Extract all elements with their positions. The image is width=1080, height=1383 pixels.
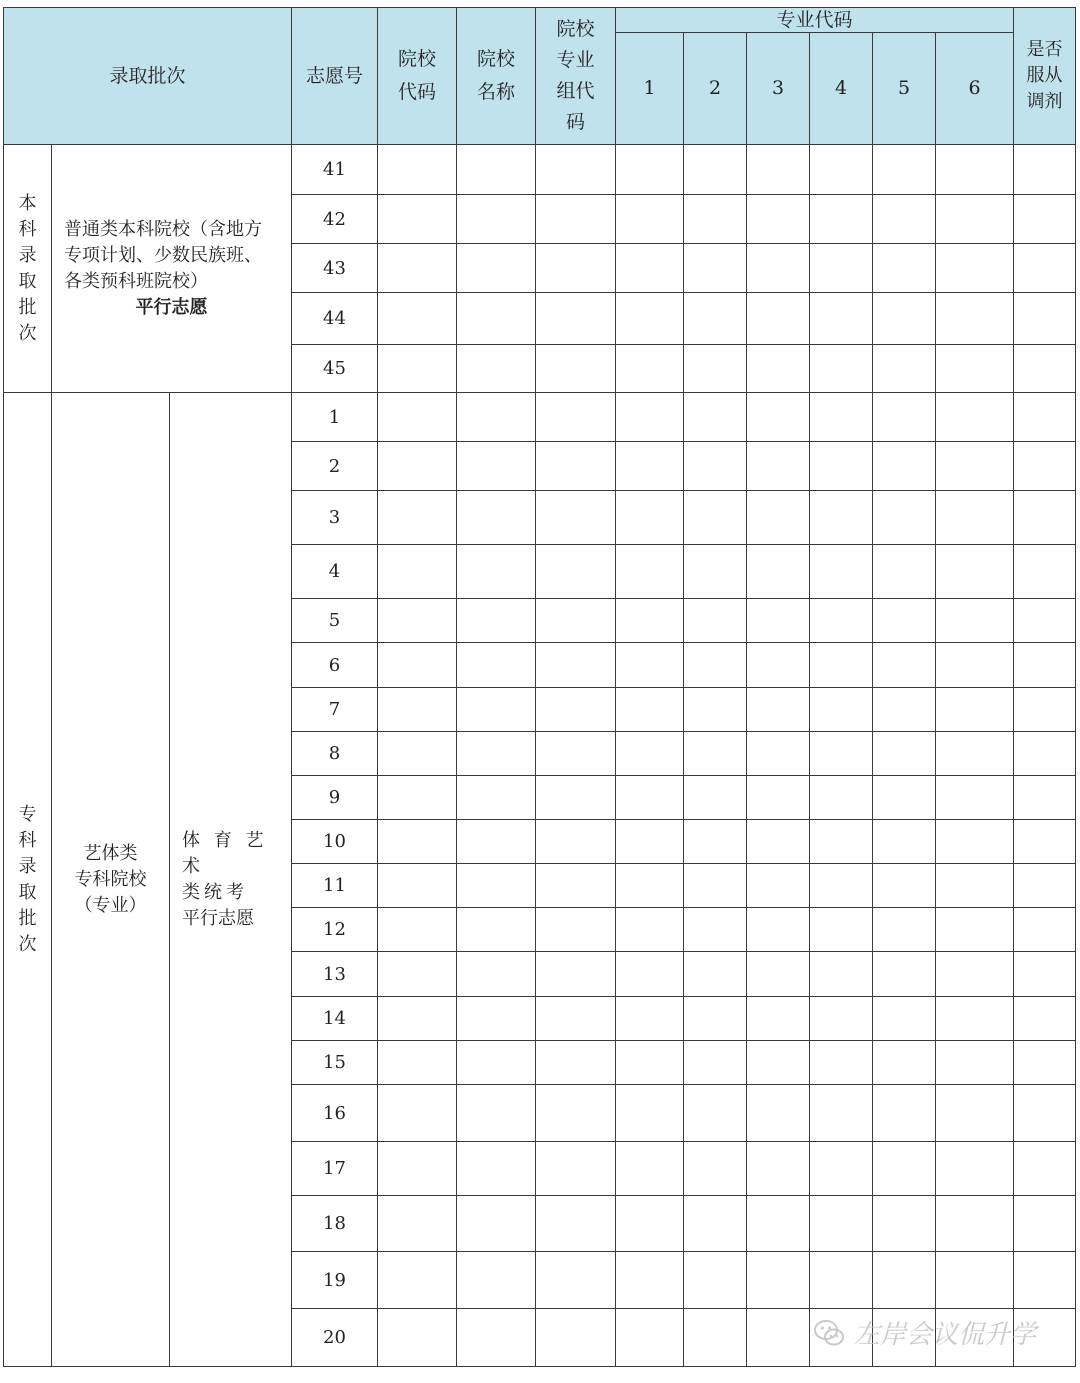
major-cell-6[interactable]	[936, 442, 1014, 491]
header-adjust: 是否 服从 调剂	[1014, 8, 1076, 145]
header-major-1: 1	[616, 33, 684, 145]
wish-number: 42	[292, 195, 378, 244]
major-cell-6[interactable]	[936, 1142, 1014, 1196]
wish-number: 6	[292, 643, 378, 688]
adjust-cell[interactable]	[1014, 643, 1076, 688]
school-name-cell[interactable]	[457, 1041, 536, 1085]
major-cell-1[interactable]	[616, 864, 684, 908]
major-group-cell[interactable]	[536, 1196, 616, 1252]
major-cell-6[interactable]	[936, 345, 1014, 393]
wish-number: 1	[292, 393, 378, 442]
wish-number: 9	[292, 776, 378, 820]
major-cell-3[interactable]	[747, 599, 810, 643]
school-name-cell[interactable]	[457, 345, 536, 393]
major-cell-3[interactable]	[747, 442, 810, 491]
wish-number: 2	[292, 442, 378, 491]
major-cell-4[interactable]	[810, 244, 873, 293]
major-cell-4[interactable]	[810, 195, 873, 244]
junior-section	[4, 393, 1076, 1367]
major-cell-5[interactable]	[873, 393, 936, 442]
wechat-icon	[812, 1316, 846, 1350]
major-cell-2[interactable]	[684, 1142, 747, 1196]
major-cell-3[interactable]	[747, 345, 810, 393]
wish-number: 15	[292, 1041, 378, 1085]
major-cell-6[interactable]	[936, 1196, 1014, 1252]
wish-number: 5	[292, 599, 378, 643]
major-group-cell[interactable]	[536, 643, 616, 688]
school-name-cell[interactable]	[457, 145, 536, 195]
school-name-cell[interactable]	[457, 1142, 536, 1196]
adjust-cell[interactable]	[1014, 195, 1076, 244]
major-cell-1[interactable]	[616, 908, 684, 952]
adjust-cell[interactable]	[1014, 908, 1076, 952]
major-cell-2[interactable]	[684, 345, 747, 393]
school-code-cell[interactable]	[378, 1309, 457, 1367]
school-name-cell[interactable]	[457, 908, 536, 952]
major-cell-3[interactable]	[747, 643, 810, 688]
major-cell-1[interactable]	[616, 1041, 684, 1085]
major-group-cell[interactable]	[536, 1142, 616, 1196]
major-group-cell[interactable]	[536, 145, 616, 195]
major-cell-6[interactable]	[936, 952, 1014, 997]
table-row	[4, 393, 1076, 442]
major-cell-5[interactable]	[873, 345, 936, 393]
major-cell-6[interactable]	[936, 293, 1014, 345]
major-cell-5[interactable]	[873, 442, 936, 491]
wish-number: 13	[292, 952, 378, 997]
major-cell-6[interactable]	[936, 820, 1014, 864]
adjust-cell[interactable]	[1014, 491, 1076, 545]
major-group-cell[interactable]	[536, 1309, 616, 1367]
junior-category: 艺体类 专科院校 （专业）	[52, 393, 170, 1367]
header-major-5: 5	[873, 33, 936, 145]
major-cell-2[interactable]	[684, 545, 747, 599]
school-name-cell[interactable]	[457, 195, 536, 244]
school-code-cell[interactable]	[378, 491, 457, 545]
major-cell-3[interactable]	[747, 952, 810, 997]
major-cell-3[interactable]	[747, 732, 810, 776]
major-cell-6[interactable]	[936, 732, 1014, 776]
school-name-cell[interactable]	[457, 442, 536, 491]
major-cell-4[interactable]	[810, 643, 873, 688]
major-cell-1[interactable]	[616, 345, 684, 393]
school-code-cell[interactable]	[378, 732, 457, 776]
adjust-cell[interactable]	[1014, 864, 1076, 908]
major-cell-3[interactable]	[747, 820, 810, 864]
major-cell-5[interactable]	[873, 1196, 936, 1252]
school-name-cell[interactable]	[457, 820, 536, 864]
major-cell-1[interactable]	[616, 442, 684, 491]
major-cell-1[interactable]	[616, 732, 684, 776]
major-cell-5[interactable]	[873, 776, 936, 820]
school-code-cell[interactable]	[378, 776, 457, 820]
school-code-cell[interactable]	[378, 1041, 457, 1085]
major-cell-2[interactable]	[684, 908, 747, 952]
school-code-cell[interactable]	[378, 1196, 457, 1252]
wish-number: 41	[292, 145, 378, 195]
major-cell-5[interactable]	[873, 145, 936, 195]
major-cell-5[interactable]	[873, 491, 936, 545]
major-cell-5[interactable]	[873, 952, 936, 997]
major-cell-3[interactable]	[747, 145, 810, 195]
wish-number: 44	[292, 293, 378, 345]
major-cell-6[interactable]	[936, 244, 1014, 293]
major-cell-4[interactable]	[810, 442, 873, 491]
major-cell-3[interactable]	[747, 1196, 810, 1252]
wish-number: 7	[292, 688, 378, 732]
school-code-cell[interactable]	[378, 145, 457, 195]
school-code-cell[interactable]	[378, 1252, 457, 1309]
major-cell-4[interactable]	[810, 864, 873, 908]
major-cell-6[interactable]	[936, 643, 1014, 688]
major-group-cell[interactable]	[536, 293, 616, 345]
watermark	[812, 1314, 1036, 1351]
major-cell-5[interactable]	[873, 908, 936, 952]
wish-number: 10	[292, 820, 378, 864]
major-cell-5[interactable]	[873, 820, 936, 864]
major-cell-5[interactable]	[873, 599, 936, 643]
adjust-cell[interactable]	[1014, 688, 1076, 732]
undergrad-section	[4, 145, 1076, 393]
major-cell-4[interactable]	[810, 1252, 873, 1309]
school-code-cell[interactable]	[378, 442, 457, 491]
major-cell-6[interactable]	[936, 1085, 1014, 1142]
major-cell-6[interactable]	[936, 997, 1014, 1041]
school-code-cell[interactable]	[378, 293, 457, 345]
major-cell-1[interactable]	[616, 776, 684, 820]
major-cell-5[interactable]	[873, 643, 936, 688]
major-cell-2[interactable]	[684, 1309, 747, 1367]
wish-number: 3	[292, 491, 378, 545]
major-cell-4[interactable]	[810, 1142, 873, 1196]
header-school-name: 院校 名称	[457, 8, 536, 145]
wish-number: 14	[292, 997, 378, 1041]
adjust-cell[interactable]	[1014, 776, 1076, 820]
major-cell-2[interactable]	[684, 864, 747, 908]
adjust-cell[interactable]	[1014, 1085, 1076, 1142]
major-group-cell[interactable]	[536, 442, 616, 491]
major-group-cell[interactable]	[536, 732, 616, 776]
junior-exam-type: 体 育 艺 术 类统考 平行志愿	[170, 393, 292, 1367]
major-group-cell[interactable]	[536, 1252, 616, 1309]
major-cell-2[interactable]	[684, 293, 747, 345]
major-cell-1[interactable]	[616, 820, 684, 864]
major-cell-5[interactable]	[873, 688, 936, 732]
major-cell-6[interactable]	[936, 776, 1014, 820]
major-cell-2[interactable]	[684, 1252, 747, 1309]
header-major-3: 3	[747, 33, 810, 145]
wish-number: 12	[292, 908, 378, 952]
major-cell-4[interactable]	[810, 952, 873, 997]
school-name-cell[interactable]	[457, 997, 536, 1041]
wish-number: 17	[292, 1142, 378, 1196]
major-cell-3[interactable]	[747, 1142, 810, 1196]
school-code-cell[interactable]	[378, 908, 457, 952]
major-cell-3[interactable]	[747, 997, 810, 1041]
wish-number: 45	[292, 345, 378, 393]
major-group-cell[interactable]	[536, 244, 616, 293]
watermark-text: 左岸会议侃升学	[854, 1320, 1037, 1350]
major-cell-1[interactable]	[616, 643, 684, 688]
school-code-cell[interactable]	[378, 393, 457, 442]
major-cell-3[interactable]	[747, 393, 810, 442]
major-cell-5[interactable]	[873, 244, 936, 293]
junior-parallel-label: 平行志愿	[182, 907, 254, 929]
major-cell-3[interactable]	[747, 491, 810, 545]
major-cell-1[interactable]	[616, 145, 684, 195]
major-group-cell[interactable]	[536, 1085, 616, 1142]
major-cell-4[interactable]	[810, 145, 873, 195]
major-group-cell[interactable]	[536, 491, 616, 545]
major-group-cell[interactable]	[536, 952, 616, 997]
major-cell-2[interactable]	[684, 1041, 747, 1085]
major-cell-6[interactable]	[936, 1041, 1014, 1085]
school-code-cell[interactable]	[378, 345, 457, 393]
school-name-cell[interactable]	[457, 776, 536, 820]
major-cell-6[interactable]	[936, 864, 1014, 908]
major-cell-2[interactable]	[684, 195, 747, 244]
major-group-cell[interactable]	[536, 345, 616, 393]
adjust-cell[interactable]	[1014, 952, 1076, 997]
major-cell-1[interactable]	[616, 1142, 684, 1196]
school-code-cell[interactable]	[378, 1085, 457, 1142]
major-cell-1[interactable]	[616, 393, 684, 442]
major-cell-1[interactable]	[616, 688, 684, 732]
major-cell-6[interactable]	[936, 145, 1014, 195]
adjust-cell[interactable]	[1014, 1142, 1076, 1196]
major-cell-2[interactable]	[684, 952, 747, 997]
major-cell-5[interactable]	[873, 864, 936, 908]
volunteer-form-table	[3, 7, 1076, 1367]
major-cell-2[interactable]	[684, 244, 747, 293]
major-cell-3[interactable]	[747, 776, 810, 820]
undergrad-batch-label: 本 科 录 取 批 次	[4, 145, 52, 393]
major-cell-6[interactable]	[936, 599, 1014, 643]
major-group-cell[interactable]	[536, 776, 616, 820]
wish-number: 8	[292, 732, 378, 776]
major-cell-3[interactable]	[747, 545, 810, 599]
major-cell-4[interactable]	[810, 1196, 873, 1252]
major-cell-1[interactable]	[616, 293, 684, 345]
school-name-cell[interactable]	[457, 952, 536, 997]
adjust-cell[interactable]	[1014, 599, 1076, 643]
major-cell-5[interactable]	[873, 293, 936, 345]
adjust-cell[interactable]	[1014, 145, 1076, 195]
adjust-cell[interactable]	[1014, 820, 1076, 864]
major-cell-3[interactable]	[747, 1041, 810, 1085]
header-batch: 录取批次	[4, 8, 292, 145]
major-cell-5[interactable]	[873, 1142, 936, 1196]
major-cell-1[interactable]	[616, 545, 684, 599]
major-cell-1[interactable]	[616, 1085, 684, 1142]
wish-number: 16	[292, 1085, 378, 1142]
major-cell-1[interactable]	[616, 1309, 684, 1367]
adjust-cell[interactable]	[1014, 393, 1076, 442]
adjust-cell[interactable]	[1014, 1041, 1076, 1085]
school-name-cell[interactable]	[457, 643, 536, 688]
school-name-cell[interactable]	[457, 491, 536, 545]
major-cell-1[interactable]	[616, 1196, 684, 1252]
major-cell-6[interactable]	[936, 908, 1014, 952]
wish-number: 19	[292, 1252, 378, 1309]
major-cell-2[interactable]	[684, 732, 747, 776]
major-cell-4[interactable]	[810, 599, 873, 643]
major-cell-4[interactable]	[810, 908, 873, 952]
major-cell-2[interactable]	[684, 643, 747, 688]
major-group-cell[interactable]	[536, 908, 616, 952]
school-name-cell[interactable]	[457, 688, 536, 732]
major-cell-3[interactable]	[747, 1309, 810, 1367]
header-major-6: 6	[936, 33, 1014, 145]
major-cell-3[interactable]	[747, 1085, 810, 1142]
major-cell-4[interactable]	[810, 776, 873, 820]
major-cell-1[interactable]	[616, 491, 684, 545]
major-group-cell[interactable]	[536, 864, 616, 908]
major-cell-3[interactable]	[747, 864, 810, 908]
major-cell-2[interactable]	[684, 997, 747, 1041]
major-cell-4[interactable]	[810, 345, 873, 393]
school-code-cell[interactable]	[378, 244, 457, 293]
adjust-cell[interactable]	[1014, 293, 1076, 345]
school-name-cell[interactable]	[457, 864, 536, 908]
wish-number: 18	[292, 1196, 378, 1252]
major-cell-4[interactable]	[810, 1041, 873, 1085]
major-cell-4[interactable]	[810, 293, 873, 345]
major-cell-2[interactable]	[684, 1085, 747, 1142]
school-name-cell[interactable]	[457, 244, 536, 293]
school-code-cell[interactable]	[378, 997, 457, 1041]
school-name-cell[interactable]	[457, 1252, 536, 1309]
major-cell-6[interactable]	[936, 545, 1014, 599]
school-code-cell[interactable]	[378, 599, 457, 643]
major-cell-3[interactable]	[747, 1252, 810, 1309]
school-code-cell[interactable]	[378, 688, 457, 732]
major-group-cell[interactable]	[536, 393, 616, 442]
major-cell-5[interactable]	[873, 997, 936, 1041]
header-school-code: 院校 代码	[378, 8, 457, 145]
school-name-cell[interactable]	[457, 732, 536, 776]
header-major-2: 2	[684, 33, 747, 145]
major-cell-5[interactable]	[873, 1252, 936, 1309]
major-group-cell[interactable]	[536, 195, 616, 244]
major-cell-3[interactable]	[747, 195, 810, 244]
major-cell-1[interactable]	[616, 599, 684, 643]
major-cell-6[interactable]	[936, 491, 1014, 545]
school-name-cell[interactable]	[457, 1196, 536, 1252]
school-name-cell[interactable]	[457, 1309, 536, 1367]
major-cell-4[interactable]	[810, 732, 873, 776]
header-major-4: 4	[810, 33, 873, 145]
undergrad-description: 普通类本科院校（含地方 专项计划、少数民族班、 各类预科班院校） 平行志愿	[52, 145, 292, 393]
adjust-cell[interactable]	[1014, 545, 1076, 599]
major-cell-3[interactable]	[747, 293, 810, 345]
adjust-cell[interactable]	[1014, 244, 1076, 293]
school-code-cell[interactable]	[378, 545, 457, 599]
school-name-cell[interactable]	[457, 393, 536, 442]
adjust-cell[interactable]	[1014, 345, 1076, 393]
major-cell-2[interactable]	[684, 688, 747, 732]
undergrad-parallel-label: 平行志愿	[135, 296, 208, 318]
major-cell-4[interactable]	[810, 545, 873, 599]
major-cell-4[interactable]	[810, 491, 873, 545]
major-cell-5[interactable]	[873, 1085, 936, 1142]
major-cell-3[interactable]	[747, 688, 810, 732]
major-cell-4[interactable]	[810, 997, 873, 1041]
major-cell-6[interactable]	[936, 688, 1014, 732]
major-cell-1[interactable]	[616, 195, 684, 244]
major-cell-5[interactable]	[873, 545, 936, 599]
major-cell-1[interactable]	[616, 997, 684, 1041]
major-cell-1[interactable]	[616, 244, 684, 293]
school-name-cell[interactable]	[457, 545, 536, 599]
major-cell-2[interactable]	[684, 393, 747, 442]
school-name-cell[interactable]	[457, 293, 536, 345]
header-wish-no: 志愿号	[292, 8, 378, 145]
major-cell-5[interactable]	[873, 732, 936, 776]
major-cell-1[interactable]	[616, 952, 684, 997]
major-cell-6[interactable]	[936, 1252, 1014, 1309]
adjust-cell[interactable]	[1014, 732, 1076, 776]
school-code-cell[interactable]	[378, 195, 457, 244]
major-cell-4[interactable]	[810, 1085, 873, 1142]
adjust-cell[interactable]	[1014, 1196, 1076, 1252]
major-cell-2[interactable]	[684, 491, 747, 545]
major-cell-4[interactable]	[810, 688, 873, 732]
major-cell-2[interactable]	[684, 1196, 747, 1252]
major-cell-2[interactable]	[684, 442, 747, 491]
major-cell-4[interactable]	[810, 820, 873, 864]
major-group-cell[interactable]	[536, 820, 616, 864]
school-code-cell[interactable]	[378, 864, 457, 908]
school-code-cell[interactable]	[378, 952, 457, 997]
major-cell-6[interactable]	[936, 195, 1014, 244]
header-major-code: 专业代码	[616, 8, 1014, 33]
major-cell-2[interactable]	[684, 820, 747, 864]
major-cell-6[interactable]	[936, 393, 1014, 442]
major-cell-2[interactable]	[684, 145, 747, 195]
school-code-cell[interactable]	[378, 643, 457, 688]
wish-number: 11	[292, 864, 378, 908]
major-cell-5[interactable]	[873, 1041, 936, 1085]
major-cell-4[interactable]	[810, 393, 873, 442]
wish-number: 43	[292, 244, 378, 293]
major-cell-2[interactable]	[684, 776, 747, 820]
major-cell-3[interactable]	[747, 244, 810, 293]
major-group-cell[interactable]	[536, 688, 616, 732]
adjust-cell[interactable]	[1014, 997, 1076, 1041]
junior-batch-label: 专 科 录 取 批 次	[4, 393, 52, 1367]
wish-number: 20	[292, 1309, 378, 1367]
adjust-cell[interactable]	[1014, 442, 1076, 491]
major-group-cell[interactable]	[536, 545, 616, 599]
table-row	[4, 145, 1076, 195]
major-cell-5[interactable]	[873, 195, 936, 244]
major-cell-1[interactable]	[616, 1252, 684, 1309]
school-name-cell[interactable]	[457, 599, 536, 643]
school-code-cell[interactable]	[378, 1142, 457, 1196]
header-major-group-code: 院校 专业 组代 码	[536, 8, 616, 145]
major-group-cell[interactable]	[536, 1041, 616, 1085]
wish-number: 4	[292, 545, 378, 599]
adjust-cell[interactable]	[1014, 1252, 1076, 1309]
school-code-cell[interactable]	[378, 820, 457, 864]
major-cell-3[interactable]	[747, 908, 810, 952]
school-name-cell[interactable]	[457, 1085, 536, 1142]
major-group-cell[interactable]	[536, 599, 616, 643]
major-cell-2[interactable]	[684, 599, 747, 643]
major-group-cell[interactable]	[536, 997, 616, 1041]
